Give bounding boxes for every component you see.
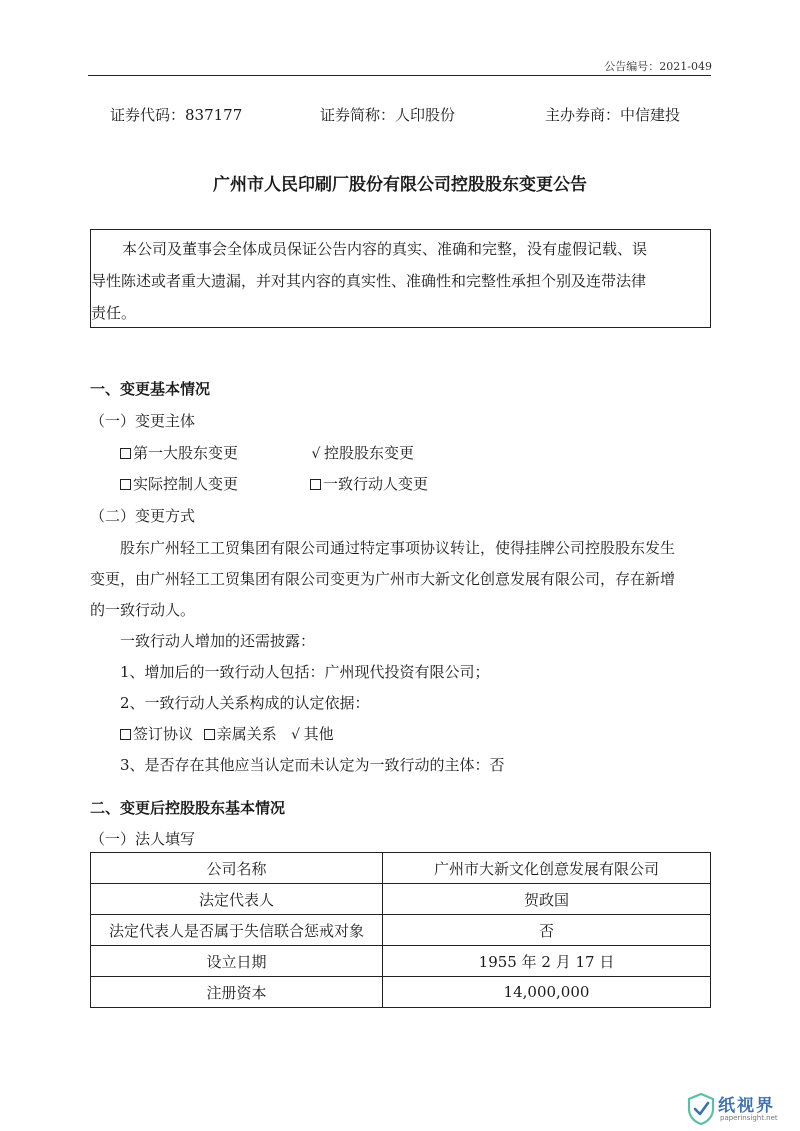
- header-rule: [88, 75, 711, 76]
- subsection-heading: （二）变更方式: [90, 507, 196, 525]
- list-item: 3、是否存在其他应当认定而未认定为一致行动的主体：否: [120, 756, 505, 774]
- option-label: 第一大股东变更: [133, 444, 239, 462]
- basis-other-label: 其他: [303, 725, 334, 743]
- basis-kinship-label: 亲属关系: [216, 725, 277, 743]
- table-value-cell: 1955 年 2 月 17 日: [383, 946, 711, 977]
- table-label-cell: 注册资本: [91, 977, 383, 1008]
- watermark-logo: [686, 1090, 782, 1128]
- notice-line: 本公司及董事会全体成员保证公告内容的真实、准确和完整，没有虚假记载、误: [122, 240, 648, 258]
- option-label: 实际控制人变更: [133, 475, 239, 493]
- notice-line: 导性陈述或者重大遗漏，并对其内容的真实性、准确性和完整性承担个别及连带法律: [91, 272, 647, 290]
- unchecked-box-icon: [120, 448, 131, 459]
- table-row: [91, 977, 711, 1008]
- check-mark-icon: √: [291, 727, 301, 743]
- basis-agreement-label: 签订协议: [133, 725, 194, 743]
- list-item: 2、一致行动人关系构成的认定依据：: [120, 694, 370, 712]
- watermark-url: paperinsight.net: [720, 1114, 778, 1122]
- unchecked-box-icon: [204, 729, 215, 740]
- option-actual-controller-change: [120, 473, 238, 494]
- paragraph-line: 股东广州轻工工贸集团有限公司通过特定事项协议转让，使得挂牌公司控股股东发生: [120, 539, 676, 557]
- option-first-shareholder-change: [120, 442, 238, 463]
- table-value-cell: 广州市大新文化创意发展有限公司: [383, 853, 711, 884]
- unchecked-box-icon: [310, 479, 321, 490]
- table-label-cell: 公司名称: [91, 853, 383, 884]
- securities-code: 证券代码：837177: [110, 106, 243, 124]
- document-title: 广州市人民印刷厂股份有限公司控股股东变更公告: [213, 175, 587, 195]
- option-label: 控股股东变更: [324, 444, 415, 462]
- unchecked-box-icon: [120, 729, 131, 740]
- option-concerted-party-change: [310, 473, 428, 494]
- option-label: 一致行动人变更: [323, 475, 429, 493]
- controlling-shareholder-info-table: [90, 852, 711, 1008]
- paragraph-line: 一致行动人增加的还需披露：: [120, 632, 316, 650]
- unchecked-box-icon: [120, 479, 131, 490]
- table-value-cell: 否: [383, 915, 711, 946]
- table-row: [91, 853, 711, 884]
- notice-line: 责任。: [91, 304, 137, 322]
- table-value-cell: 贺政国: [383, 884, 711, 915]
- table-row: [91, 884, 711, 915]
- responsibility-notice-box: [90, 229, 711, 328]
- section-heading: 一、变更基本情况: [90, 380, 211, 398]
- paragraph-line: 的一致行动人。: [90, 601, 196, 619]
- table-label-cell: 法定代表人是否属于失信联合惩戒对象: [91, 915, 383, 946]
- table-row: [91, 946, 711, 977]
- table-label-cell: 设立日期: [91, 946, 383, 977]
- list-item: 1、增加后的一致行动人包括：广州现代投资有限公司；: [120, 663, 490, 681]
- basis-options: [120, 723, 334, 744]
- check-mark-icon: √: [311, 446, 321, 462]
- watermark-brand: 纸视界: [718, 1096, 775, 1116]
- announcement-number: 公告编号：2021-049: [604, 60, 712, 73]
- shield-check-icon: [686, 1092, 716, 1126]
- section-heading: 二、变更后控股股东基本情况: [90, 799, 286, 817]
- table-value-cell: 14,000,000: [383, 977, 711, 1008]
- sponsor-broker: 主办券商：中信建投: [545, 106, 681, 124]
- paragraph-line: 变更，由广州轻工工贸集团有限公司变更为广州市大新文化创意发展有限公司，存在新增: [90, 570, 676, 588]
- securities-short-name: 证券简称：人印股份: [320, 106, 456, 124]
- table-row: [91, 915, 711, 946]
- option-controlling-shareholder-change: [310, 442, 414, 463]
- table-label-cell: 法定代表人: [91, 884, 383, 915]
- subsection-heading: （一）变更主体: [90, 412, 196, 430]
- subsection-heading: （一）法人填写: [90, 830, 196, 848]
